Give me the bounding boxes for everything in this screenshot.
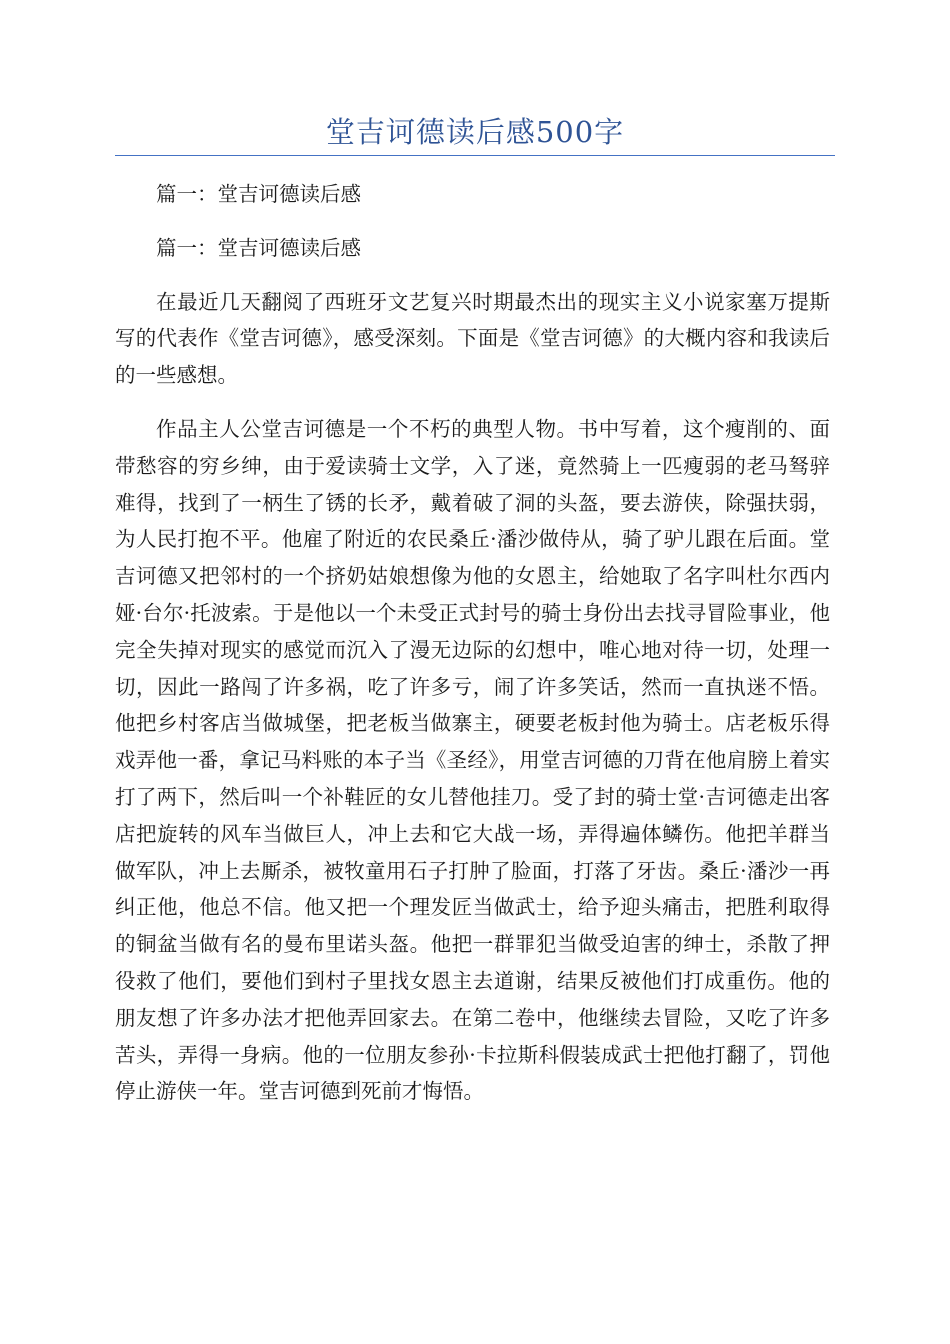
paragraph-summary: 作品主人公堂吉诃德是一个不朽的典型人物。书中写着，这个瘦削的、面带愁容的穷乡绅，由于爱读骑士文学，入了迷，竟然骑上一匹瘦弱的老马驽骍难得，找到了一柄生了锈的长矛，戴着破了洞的头盔，要去游侠，除强扶弱，为人民打抱不平。他雇了附近的农民桑丘·潘沙做侍从，骑了驴儿跟在后面。堂吉诃德又把邻村的一个挤奶姑娘想像为他的女恩主，给她取了名字叫杜尔西内娅·台尔·托波索。于是他以一个未受正式封号的骑士身份出去找寻冒险事业，他完全失掉对现实的感觉而沉入了漫无边际的幻想中，唯心地对待一切，处理一切，因此一路闯了许多祸，吃了许多亏，闹了许多笑话，然而一直执迷不悟。他把乡村客店当做城堡，把老板当做寨主，硬要老板封他为骑士。店老板乐得戏弄他一番，拿记马料账的本子当《圣经》，用堂吉诃德的刀背在他肩膀上着实打了两下，然后叫一个补鞋匠的女儿替他挂刀。受了封的骑士堂·吉诃德走出客店把旋转的风车当做巨人，冲上去和它大战一场，弄得遍体鳞伤。他把羊群当做军队，冲上去厮杀，被牧童用石子打肿了脸面，打落了牙齿。桑丘·潘沙一再纠正他，他总不信。他又把一个理发匠当做武士，给予迎头痛击，把胜利取得的铜盆当做有名的曼布里诺头盔。他把一群罪犯当做受迫害的绅士，杀散了押役救了他们，要他们到村子里找女恩主去道谢，结果反被他们打成重伤。他的朋友想了许多办法才把他弄回家去。在第二卷中，他继续去冒险，又吃了许多苦头，弄得一身病。他的一位朋友参孙·卡拉斯科假装成武士把他打翻了，罚他停止游侠一年。堂吉诃德到死前才悔悟。 [115,416,830,1104]
document-body [115,176,830,1127]
section-heading-2: 篇一：堂吉诃德读后感 [156,235,361,260]
paragraph-intro: 在最近几天翻阅了西班牙文艺复兴时期最杰出的现实主义小说家塞万提斯写的代表作《堂吉诃德》，感受深刻。下面是《堂吉诃德》的大概内容和我读后的一些感想。 [115,289,830,388]
title-underline [115,155,835,156]
document-title: 堂吉诃德读后感500字 [325,115,625,149]
section-heading-1: 篇一：堂吉诃德读后感 [156,182,361,206]
